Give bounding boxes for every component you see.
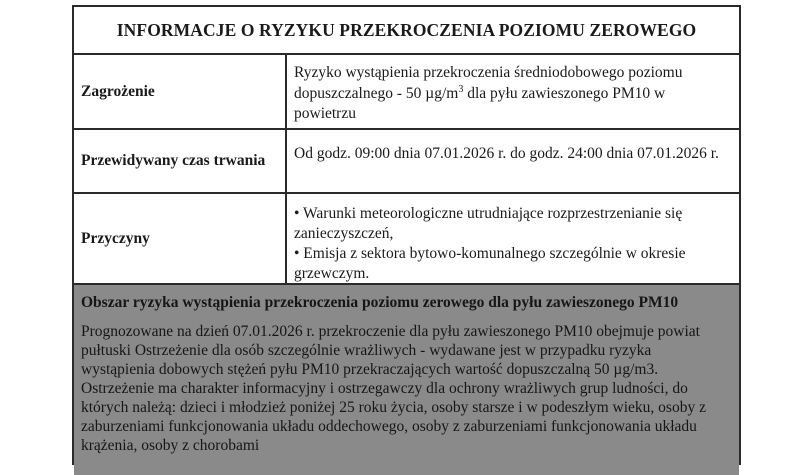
table-title: INFORMACJE O RYZYKU PRZEKROCZENIA POZIOMU ZEROWEGO (74, 7, 739, 55)
row-value-duration: Od godz. 09:00 dnia 07.01.2026 r. do godz. 24:00 dnia 07.01.2026 r. (294, 145, 719, 162)
row-label-duration: Przewidywany czas trwania (74, 130, 287, 192)
threat-text-end: dla pyłu zawieszonego PM10 w powietrzu (294, 84, 666, 122)
row-label-threat: Zagrożenie (74, 55, 287, 128)
risk-area-title: Obszar ryzyka wystąpienia przekroczenia poziomu zerowego dla pyłu zawieszonego PM10 (81, 294, 679, 311)
risk-area-description: Prognozowane na dzień 07.01.2026 r. przekroczenie dla pyłu zawieszonego PM10 obejmuje powiat pułtuski Ostrzeżenie dla osób szczególnie wrażliwych - wydawane jest w przypadku ryzyka wystąpienia dobowych stężeń pyłu PM10 przekraczających wartość dopuszczalną 50 µg/m3. Ostrzeżenie ma charakter informacyjny i ostrzegawczy dla ochrony wrażliwych grup ludności, do których należą: dzieci i młodzież poniżej 25 roku życia, osoby starsze i w podeszłym wieku, osoby z zaburzeniami funkcjonowania układu oddechowego, osoby z zaburzeniami funkcjonowania układu krążenia, osoby z chorobami (81, 323, 706, 454)
row-value-causes (287, 194, 739, 283)
risk-information-table (72, 5, 741, 465)
cause-item: • Warunki meteorologiczne utrudniające rozprzestrzenianie się zanieczyszczeń, (294, 205, 683, 242)
table-row-duration (74, 130, 739, 194)
table-row-causes (74, 194, 739, 285)
table-row-threat (74, 55, 739, 130)
row-value-threat (287, 55, 739, 128)
threat-text-start: Ryzyko wystąpienia przekroczenia średniodobowego poziomu dopuszczalnego - 50 µg/m (294, 64, 683, 102)
row-label-causes: Przyczyny (74, 194, 287, 283)
superscript-three: 3 (458, 83, 464, 95)
risk-area-section (74, 285, 739, 475)
cause-item: • Emisja z sektora bytowo-komunalnego szczególnie w okresie grzewczym. (294, 245, 686, 282)
